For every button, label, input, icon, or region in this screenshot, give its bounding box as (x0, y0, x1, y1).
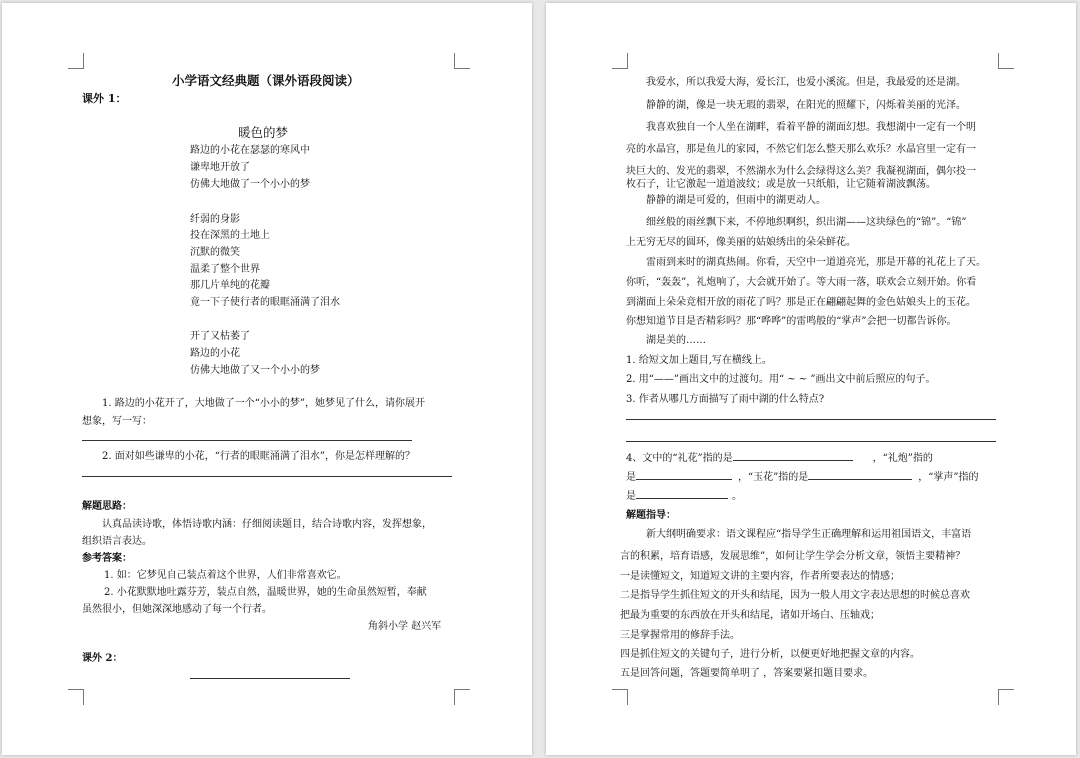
thinking-text: 组织语言表达。 (82, 536, 152, 547)
thinking-text: 认真品读诗歌，体悟诗歌内涵：仔细阅读题目，结合诗歌内容，发挥想象， (102, 519, 432, 530)
crop-mark (612, 689, 628, 705)
guide-text: 新大纲明确要求：语文课程应“指导学生正确理解和运用祖国语文，丰富语 (646, 529, 972, 540)
passage-line: 到湖面上朵朵竞相开放的雨花了吗？那是正在翩翩起舞的金色姑娘头上的玉花。 (626, 297, 976, 308)
question-4-text: ，“礼炮”指的 (872, 453, 933, 464)
crop-mark (998, 53, 1014, 69)
passage-line: 亮的水晶宫，那是鱼儿的家园，不然它们怎么整天那么欢乐？水晶宫里一定有一 (626, 144, 976, 155)
document-page-right (546, 3, 1076, 755)
poem-line: 沉默的微笑 (190, 247, 240, 258)
passage-line: 上无穷无尽的圆环，像美丽的姑娘绣出的朵朵鲜花。 (626, 237, 856, 248)
crop-mark (454, 689, 470, 705)
poem-line: 仿佛大地做了又一个小小的梦 (190, 365, 320, 376)
crop-mark (998, 689, 1014, 705)
guide-text: 五是回答问题，答题要简单明了 ，答案要紧扣题目要求。 (620, 668, 874, 679)
poem-line: 温柔了整个世界 (190, 264, 260, 275)
answer-line (82, 440, 412, 441)
question-2: 2. 用“——”画出文中的过渡句。用“ ~ ~ ”画出文中前后照应的句子。 (626, 374, 936, 385)
question-4 (626, 449, 933, 464)
passage-line: 枚石子，让它激起一道道波纹；或是放一只纸船，让它随着湖波飘荡。 (626, 179, 936, 190)
question-4-text: 是 (626, 472, 636, 483)
thinking-heading: 解题思路： (82, 501, 132, 512)
fill-blank[interactable] (636, 487, 728, 499)
question-4-text: ，“掌声”指的 (918, 472, 979, 483)
question-3: 3. 作者从哪几方面描写了雨中湖的什么特点? (626, 394, 825, 405)
question-4-text: 是 (626, 491, 636, 502)
passage-line: 湖是美的…… (646, 335, 706, 346)
answer-line (190, 678, 350, 679)
section-heading-2: 课外 2： (82, 653, 123, 664)
poem-line: 开了又枯萎了 (190, 331, 250, 342)
guide-text: 把最为重要的东西放在开头和结尾，诸如开场白、压轴戏； (620, 610, 880, 621)
passage-line: 你想知道节目是否精彩吗？那“哗哗”的雷鸣般的“掌声”会把一切都告诉你。 (626, 316, 957, 327)
crop-mark (454, 53, 470, 69)
question-4-text: 4、文中的“礼花”指的是 (626, 453, 733, 464)
answer-heading: 参考答案： (82, 553, 132, 564)
author-signature: 角斜小学 赵兴军 (368, 621, 442, 632)
question-4-end (626, 487, 742, 502)
question-2: 2. 面对如些谦卑的小花，“行者的眼眶涌满了泪水”，你是怎样理解的？ (102, 451, 415, 462)
passage-line: 我喜欢独自一个人坐在湖畔，看着平静的湖面幻想。我想湖中一定有一个明 (646, 122, 976, 133)
question-4-text: ，“玉花”指的是 (738, 472, 809, 483)
passage-line: 静静的湖是可爱的，但雨中的湖更动人。 (646, 195, 826, 206)
answer-text: 1. 如：它梦见自己装点着这个世界，人们非常喜欢它。 (104, 570, 347, 581)
poem-line: 路边的小花在瑟瑟的寒风中 (190, 145, 310, 156)
document-title: 小学语文经典题（课外语段阅读） (172, 73, 360, 88)
question-1: 1. 给短文加上题目,写在横线上。 (626, 355, 772, 366)
poem-line: 谦卑地开放了 (190, 162, 250, 173)
guide-text: 三是掌握常用的修辞手法。 (620, 630, 740, 641)
poem-line: 那几片单纯的花瓣 (190, 280, 270, 291)
guide-text: 言的积累，培育语感，发展思维”，如何让学生学会分析文章，领悟主要精神？ (620, 551, 966, 562)
question-1-cont: 想象，写一写： (82, 416, 152, 427)
passage-line: 块巨大的、发光的翡翠，不然湖水为什么会绿得这么美？我凝视湖面，偶尔投一 (626, 166, 976, 177)
answer-line (82, 476, 452, 477)
crop-mark (612, 53, 628, 69)
fill-blank[interactable] (808, 468, 912, 480)
crop-mark (68, 689, 84, 705)
guide-heading: 解题指导： (626, 510, 676, 521)
question-1: 1. 路边的小花开了，大地做了一个“小小的梦”，她梦见了什么，请你展开 (102, 398, 425, 409)
passage-line: 我爱水，所以我爱大海，爱长江，也爱小溪流。但是，我最爱的还是湖。 (646, 77, 966, 88)
passage-line: 你听，“轰轰”，礼炮响了，大会就开始了。等大雨一落，联欢会立刻开始。你看 (626, 277, 977, 288)
fill-blank[interactable] (733, 449, 853, 461)
poem-line: 投在深黑的土地上 (190, 230, 270, 241)
answer-line (626, 419, 996, 420)
poem-line: 路边的小花 (190, 348, 240, 359)
crop-mark (68, 53, 84, 69)
guide-text: 二是指导学生抓住短文的开头和结尾，因为一般人用文字表达思想的时候总喜欢 (620, 590, 970, 601)
guide-text: 四是抓住短文的关键句子，进行分析，以便更好地把握文章的内容。 (620, 649, 920, 660)
passage-line: 静静的湖，像是一块无瑕的翡翠，在阳光的照耀下，闪烁着美丽的光泽。 (646, 100, 966, 111)
question-4-text: 。 (732, 491, 742, 502)
answer-line (626, 441, 996, 442)
section-heading-1: 课外 1： (82, 92, 127, 105)
question-4-cont (626, 468, 978, 483)
answer-text: 虽然很小，但她深深地感动了每一个行者。 (82, 604, 272, 615)
poem-line: 竟一下子使行者的眼眶涌满了泪水 (190, 297, 340, 308)
guide-text: 一是读懂短文，知道短文讲的主要内容，作者所要表达的情感； (620, 571, 900, 582)
poem-title: 暖色的梦 (238, 125, 289, 140)
answer-text: 2. 小花默默地吐露芬芳，装点自然，温暖世界，她的生命虽然短暂，奉献 (104, 587, 427, 598)
fill-blank[interactable] (636, 468, 732, 480)
poem-line: 仿佛大地做了一个小小的梦 (190, 179, 310, 190)
document-page-left (2, 3, 532, 755)
passage-line: 细丝般的雨丝飘下来，不停地织啊织，织出湖——这块绿色的“锦”。“锦” (646, 217, 967, 228)
poem-line: 纤弱的身影 (190, 214, 240, 225)
passage-line: 雷雨到来时的湖真热闹。你看，天空中一道道亮光，那是开幕的礼花上了天。 (646, 257, 986, 268)
